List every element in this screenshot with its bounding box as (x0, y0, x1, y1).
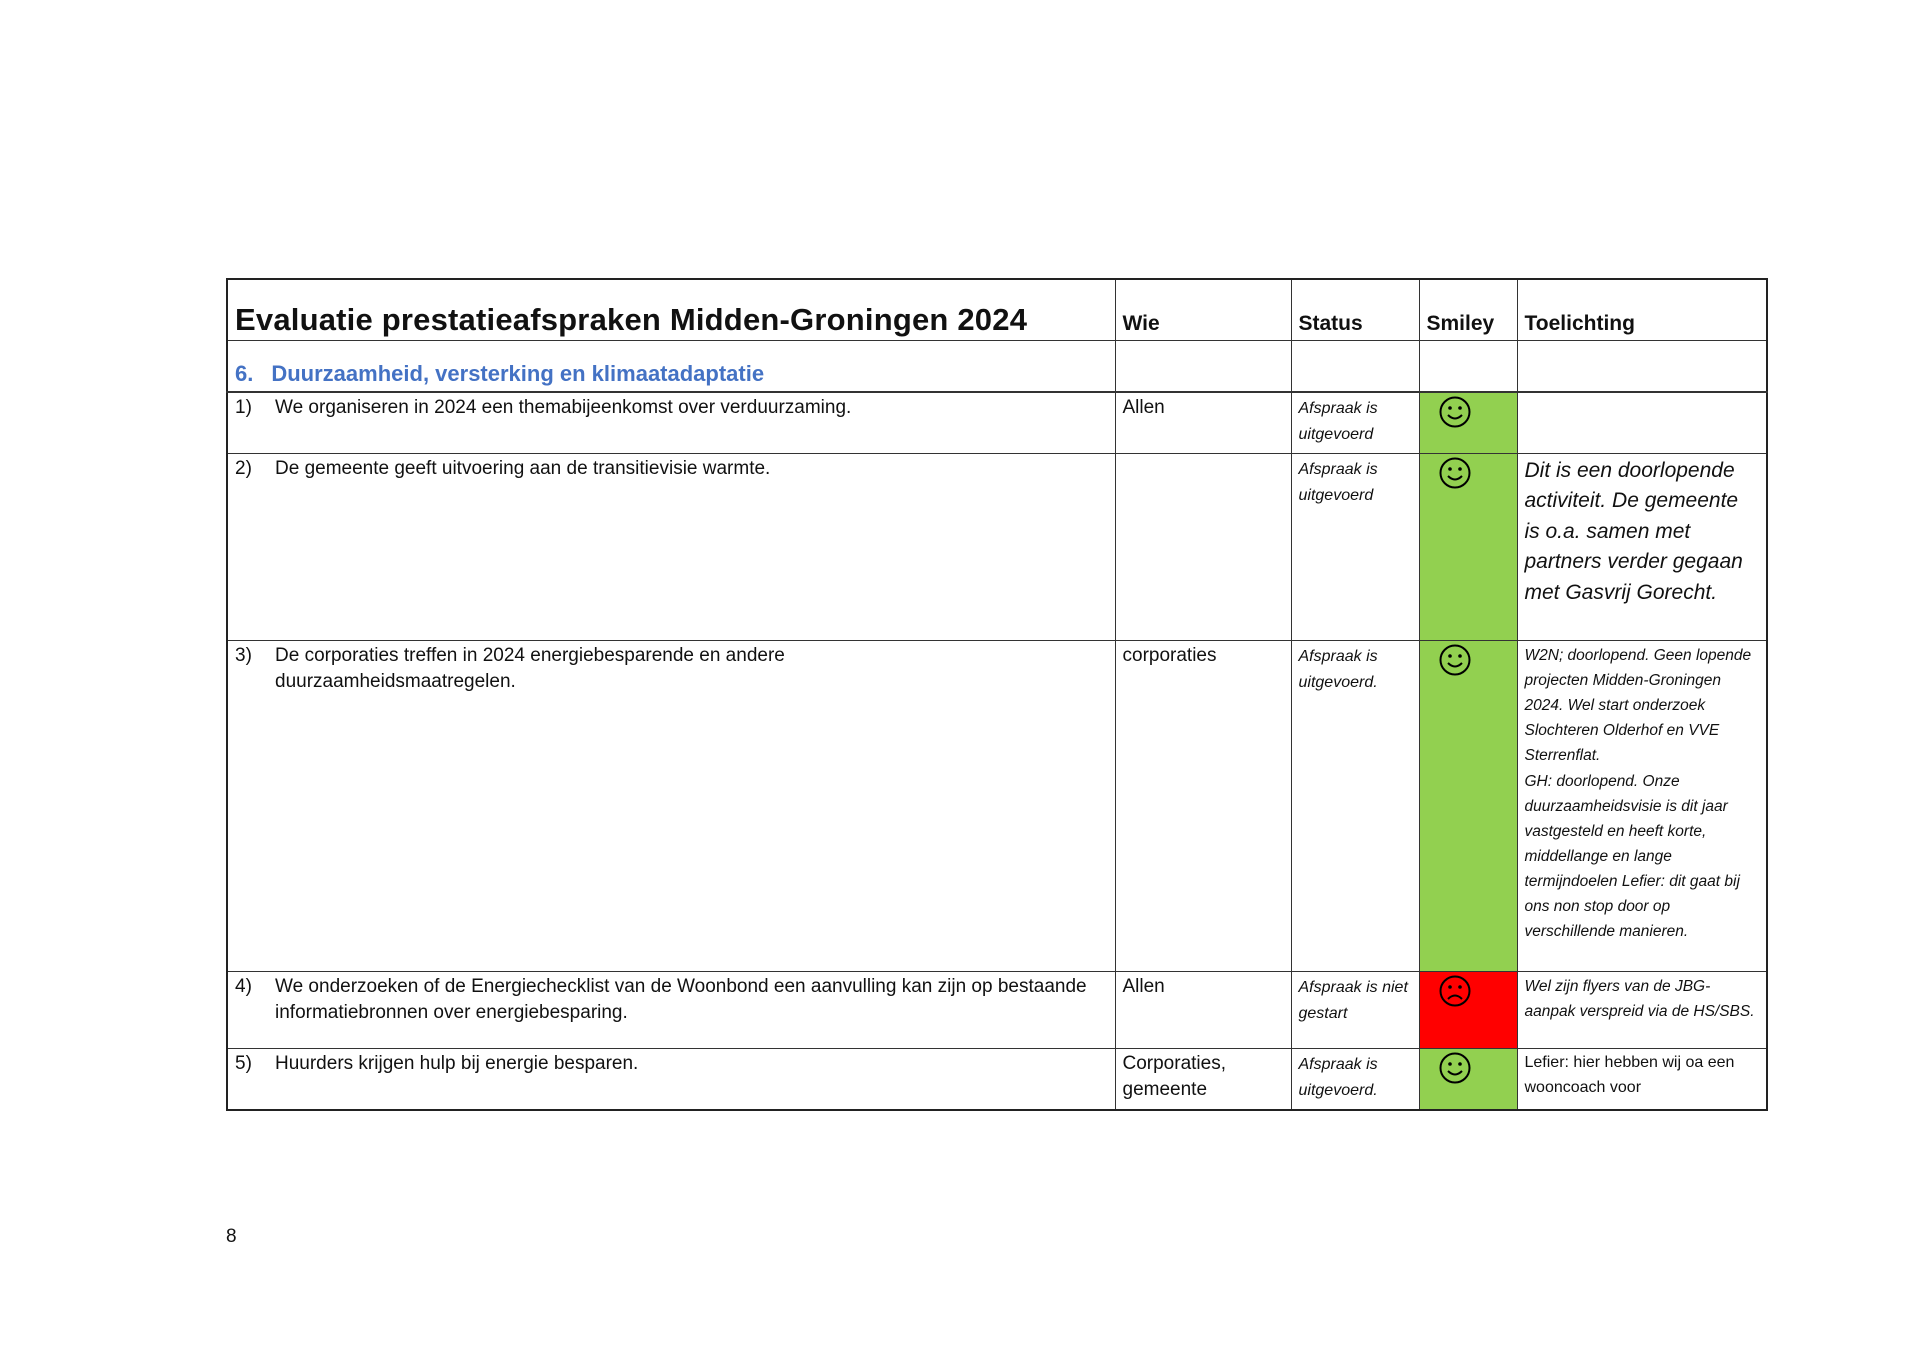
toelichting-cell (1517, 454, 1767, 641)
agreement-cell (227, 392, 1115, 454)
status-cell (1291, 392, 1419, 454)
smiley-cell (1419, 972, 1517, 1049)
section-empty-toelichting (1517, 341, 1767, 393)
toelichting-cell (1517, 1049, 1767, 1111)
document-title: Evaluatie prestatieafspraken Midden-Groningen 2024 (235, 301, 1028, 337)
smiley-cell (1419, 1049, 1517, 1111)
table-row (227, 641, 1767, 972)
toelichting-cell (1517, 392, 1767, 454)
toelichting-text-w2n: W2N; doorlopend. Geen lopende projecten Midden-Groningen 2024. Wel start onderzoek Slochteren Olderhof en VVE Sterrenflat. (1524, 647, 1752, 765)
status-cell (1291, 1049, 1419, 1111)
evaluation-table (226, 278, 1768, 1111)
wie-text: Corporaties, gemeente (1122, 1053, 1226, 1100)
section-heading (235, 359, 1108, 389)
status-text: Afspraak is uitgevoerd (1298, 400, 1378, 443)
agreement-cell (227, 972, 1115, 1049)
happy-face-icon (1438, 395, 1472, 429)
agreement-text: Huurders krijgen hulp bij energie besparen. (275, 1053, 639, 1074)
status-text: Afspraak is uitgevoerd. (1298, 648, 1378, 691)
wie-cell (1115, 1049, 1291, 1111)
row-number: 4) (235, 976, 252, 997)
agreement-text: De gemeente geeft uitvoering aan de transitievisie warmte. (275, 458, 771, 479)
section-row (227, 341, 1767, 393)
title-cell (227, 279, 1115, 341)
agreement-cell (227, 641, 1115, 972)
happy-face-icon (1438, 1051, 1472, 1085)
smiley-cell (1419, 641, 1517, 972)
table-row (227, 972, 1767, 1049)
section-empty-smiley (1419, 341, 1517, 393)
section-cell (227, 341, 1115, 393)
header-toelichting-label: Toelichting (1524, 311, 1635, 335)
smiley-cell (1419, 454, 1517, 641)
header-toelichting (1517, 279, 1767, 341)
agreement-text: We onderzoeken of de Energiechecklist van de Woonbond een aanvulling kan zijn op bestaande informatiebronnen over energiebesparing. (275, 976, 1087, 1023)
toelichting-text: Wel zijn flyers van de JBG-aanpak verspreid via de HS/SBS. (1524, 978, 1755, 1021)
toelichting-text: Dit is een doorlopende activiteit. De gemeente is o.a. samen met partners verder gegaan met Gasvrij Gorecht. (1524, 459, 1743, 604)
happy-face-icon (1438, 456, 1472, 490)
toelichting-text: Lefier: hier hebben wij oa een wooncoach voor (1524, 1054, 1735, 1096)
row-number: 3) (235, 645, 252, 666)
section-empty-status (1291, 341, 1419, 393)
toelichting-cell (1517, 972, 1767, 1049)
section-number: 6. (235, 361, 254, 387)
table-row (227, 454, 1767, 641)
row-number: 5) (235, 1053, 252, 1074)
agreement-cell (227, 454, 1115, 641)
smiley-cell (1419, 392, 1517, 454)
header-wie (1115, 279, 1291, 341)
header-status-label: Status (1298, 311, 1363, 335)
sad-face-icon (1438, 974, 1472, 1008)
wie-cell: corporaties (1115, 641, 1291, 972)
status-text: Afspraak is niet gestart (1298, 979, 1408, 1022)
wie-cell: Allen (1115, 392, 1291, 454)
status-cell (1291, 972, 1419, 1049)
happy-face-icon (1438, 643, 1472, 677)
agreement-cell (227, 1049, 1115, 1111)
row-number: 2) (235, 458, 252, 479)
table-row (227, 1049, 1767, 1111)
agreement-text: De corporaties treffen in 2024 energiebesparende en andere duurzaamheidsmaatregelen. (275, 645, 785, 692)
evaluation-sheet (226, 278, 1766, 1111)
toelichting-text-gh: GH: doorlopend. Onze duurzaamheidsvisie is dit jaar vastgesteld en heeft korte, middellange en lange termijndoelen Lefier: dit gaat bij ons non stop door op verschillende manieren. (1524, 772, 1740, 941)
header-wie-label: Wie (1122, 311, 1160, 335)
section-empty-wie (1115, 341, 1291, 393)
section-title: Duurzaamheid, versterking en klimaatadaptatie (271, 361, 765, 387)
agreement-text: We organiseren in 2024 een themabijeenkomst over verduurzaming. (275, 397, 852, 418)
page-number: 8 (226, 1226, 237, 1247)
status-text: Afspraak is uitgevoerd (1298, 461, 1378, 504)
toelichting-cell (1517, 641, 1767, 972)
status-text: Afspraak is uitgevoerd. (1298, 1056, 1378, 1099)
status-cell (1291, 641, 1419, 972)
row-number: 1) (235, 397, 252, 418)
table-header-row (227, 279, 1767, 341)
status-cell (1291, 454, 1419, 641)
wie-cell: Allen (1115, 972, 1291, 1049)
header-smiley (1419, 279, 1517, 341)
header-status (1291, 279, 1419, 341)
wie-cell (1115, 454, 1291, 641)
table-row (227, 392, 1767, 454)
header-smiley-label: Smiley (1426, 311, 1495, 335)
